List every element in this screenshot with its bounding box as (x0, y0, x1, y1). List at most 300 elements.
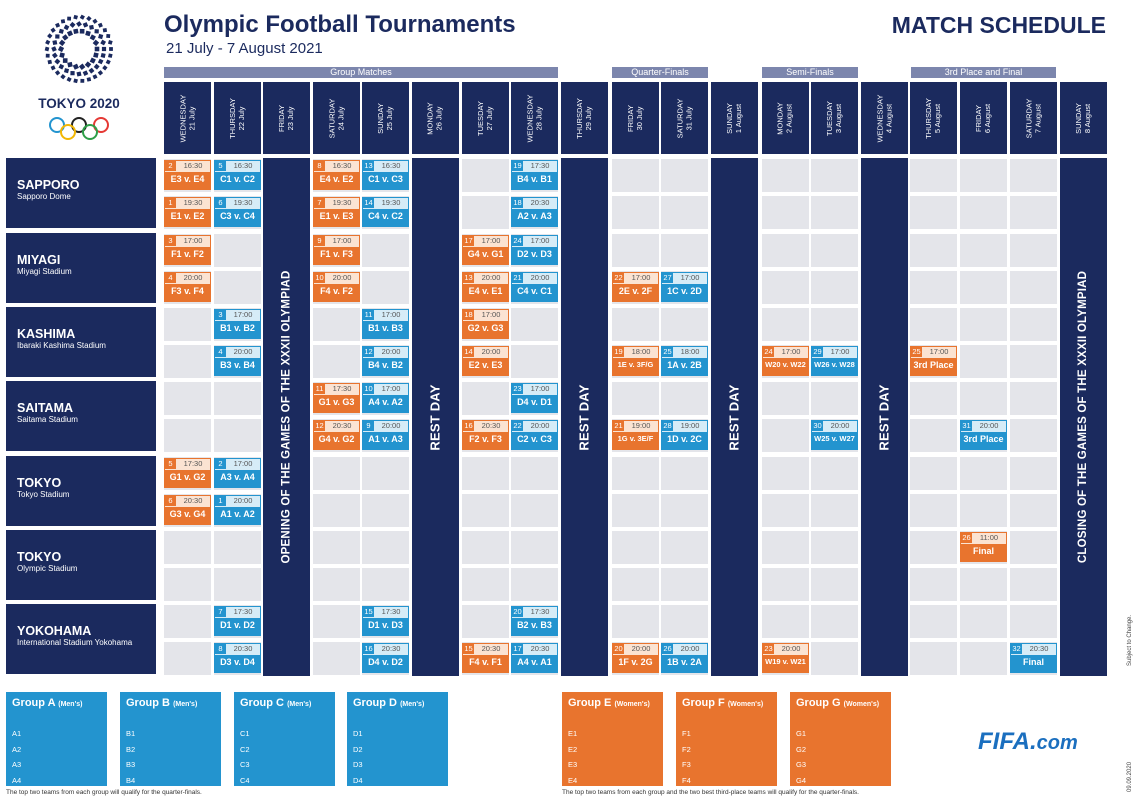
group-team: F4 (682, 775, 691, 785)
empty-slot (762, 308, 809, 341)
match-teams: B4 v. B2 (363, 358, 408, 375)
empty-slot (362, 568, 409, 601)
match-time: 20:30 (183, 496, 203, 505)
match-card[interactable] (462, 346, 509, 376)
group-tag: (Women's) (843, 701, 880, 708)
empty-slot (362, 457, 409, 490)
match-number: 29 (813, 347, 822, 356)
group-team: E1 (568, 729, 578, 738)
fifa-logo[interactable] (978, 728, 1078, 756)
footnote-women: The top two teams from each group and the two best third-place teams will qualify for the quarter-finals. (562, 789, 859, 796)
match-time: 20:00 (332, 273, 352, 282)
match-teams: 1F v. 2G (613, 655, 658, 672)
match-header (512, 273, 557, 283)
match-time: 19:00 (631, 421, 651, 430)
match-card[interactable] (462, 643, 509, 673)
match-number: 7 (215, 607, 226, 617)
match-teams: A4 v. A1 (512, 655, 557, 672)
group-box (347, 692, 448, 786)
group-team: B4 (126, 775, 136, 785)
day-label: THURSDAY 29 July (574, 97, 593, 139)
match-card[interactable] (511, 272, 558, 302)
match-time: 17:00 (830, 347, 850, 356)
match-card[interactable] (362, 309, 409, 339)
match-card[interactable] (960, 420, 1007, 450)
group-title (796, 696, 885, 712)
match-time: 20:00 (631, 644, 651, 653)
match-card[interactable] (214, 643, 261, 673)
match-number: 11 (364, 310, 373, 319)
match-card[interactable] (313, 197, 360, 227)
empty-slot (910, 419, 957, 452)
match-number: 32 (1012, 644, 1021, 653)
match-time: 17:00 (332, 236, 352, 245)
day-label: SUNDAY 8 August (1073, 102, 1092, 134)
empty-slot (1010, 494, 1057, 527)
match-card[interactable] (214, 606, 261, 636)
match-teams: C2 v. C3 (512, 432, 557, 449)
empty-slot (762, 196, 809, 229)
match-header (662, 421, 707, 431)
empty-slot (811, 159, 858, 192)
match-time: 18:00 (680, 347, 700, 356)
day-header (561, 82, 608, 154)
match-time: 20:00 (481, 347, 501, 356)
match-header (215, 607, 260, 617)
match-card[interactable] (214, 309, 261, 339)
match-teams: F3 v. F4 (165, 284, 210, 301)
match-teams: A1 v. A2 (215, 507, 260, 524)
match-card[interactable] (313, 383, 360, 413)
match-card[interactable] (1010, 643, 1057, 673)
match-card[interactable] (612, 346, 659, 376)
match-card[interactable] (661, 272, 708, 302)
match-header (512, 644, 557, 654)
empty-slot (661, 308, 708, 341)
day-header (612, 82, 659, 154)
match-number: 15 (364, 607, 373, 616)
empty-slot (811, 382, 858, 415)
match-header (165, 236, 210, 246)
match-time: 17:30 (381, 607, 401, 616)
empty-slot (762, 271, 809, 304)
match-card[interactable] (811, 346, 858, 376)
match-card[interactable] (661, 643, 708, 673)
match-header (363, 198, 408, 208)
day-label: SATURDAY 31 July (674, 98, 693, 138)
match-time: 17:30 (183, 459, 203, 468)
match-card[interactable] (164, 272, 211, 302)
empty-slot (910, 568, 957, 601)
match-header (215, 161, 260, 171)
empty-slot (511, 345, 558, 378)
special-column-label: REST DAY (577, 383, 593, 451)
match-teams: E4 v. E1 (463, 284, 508, 301)
match-teams: W19 v. W21 (763, 655, 808, 672)
match-card[interactable] (164, 495, 211, 525)
match-header (662, 347, 707, 357)
venue-city: TOKYO (17, 550, 62, 564)
empty-slot (762, 234, 809, 267)
group-team: D2 (353, 744, 363, 754)
match-card[interactable] (313, 420, 360, 450)
match-time: 20:00 (781, 644, 801, 653)
match-card[interactable] (164, 160, 211, 190)
match-header (911, 347, 956, 357)
empty-slot (313, 345, 360, 378)
match-number: 1 (165, 198, 176, 208)
match-card[interactable] (362, 643, 409, 673)
venue-stadium: International Stadium Yokohama (17, 638, 133, 647)
match-card[interactable] (362, 197, 409, 227)
empty-slot (910, 159, 957, 192)
match-number: 16 (364, 644, 373, 653)
empty-slot (612, 494, 659, 527)
match-teams: B1 v. B2 (215, 321, 260, 338)
match-header (613, 347, 658, 357)
match-header (512, 384, 557, 394)
empty-slot (960, 494, 1007, 527)
empty-slot (811, 642, 858, 675)
venue-city: MIYAGI (17, 253, 61, 267)
empty-slot (462, 605, 509, 638)
match-card[interactable] (511, 197, 558, 227)
match-card[interactable] (462, 235, 509, 265)
match-header (613, 421, 658, 431)
match-teams: G1 v. G2 (165, 470, 210, 487)
match-time: 20:00 (830, 421, 850, 430)
match-teams: F4 v. F2 (314, 284, 359, 301)
match-time: 17:00 (381, 384, 401, 393)
match-card[interactable] (313, 272, 360, 302)
match-time: 19:30 (183, 198, 203, 207)
match-teams: E3 v. E4 (165, 172, 210, 189)
special-column-label: REST DAY (727, 383, 743, 451)
match-teams: A4 v. A2 (363, 395, 408, 412)
group-name: Group G (796, 697, 844, 709)
empty-slot (1010, 419, 1057, 452)
empty-slot (462, 382, 509, 415)
match-time: 17:30 (530, 161, 550, 170)
match-card[interactable] (612, 272, 659, 302)
match-card[interactable] (511, 420, 558, 450)
match-header (215, 198, 260, 208)
match-teams: 3rd Place (911, 358, 956, 375)
match-teams: B3 v. B4 (215, 358, 260, 375)
day-label: WEDNESDAY 28 July (525, 94, 543, 142)
match-header (512, 607, 557, 617)
group-team: F2 (682, 744, 691, 754)
match-teams: G1 v. G3 (314, 395, 359, 412)
match-time: 16:30 (233, 161, 253, 170)
empty-slot (313, 308, 360, 341)
empty-slot (910, 457, 957, 490)
opening-ceremony-column (263, 158, 310, 676)
day-header (1060, 82, 1107, 154)
empty-slot (661, 494, 708, 527)
match-teams: 1C v. 2D (662, 284, 707, 301)
empty-slot (313, 494, 360, 527)
match-header (463, 273, 508, 283)
group-team: D1 (353, 729, 363, 738)
match-header (215, 310, 260, 320)
match-card[interactable] (164, 235, 211, 265)
empty-slot (1010, 234, 1057, 267)
venue-city: TOKYO (17, 476, 62, 490)
match-teams: F2 v. F3 (463, 432, 508, 449)
match-teams: D4 v. D1 (512, 395, 557, 412)
match-teams: E2 v. E3 (463, 358, 508, 375)
match-card[interactable] (214, 346, 261, 376)
match-time: 17:00 (530, 236, 550, 245)
empty-slot (960, 159, 1007, 192)
match-header (763, 644, 808, 654)
empty-slot (214, 531, 261, 564)
page-title: Olympic Football Tournaments (164, 11, 516, 38)
match-card[interactable] (511, 606, 558, 636)
empty-slot (164, 605, 211, 638)
empty-slot (511, 568, 558, 601)
day-header (462, 82, 509, 154)
match-number: 16 (464, 421, 473, 430)
empty-slot (462, 494, 509, 527)
empty-slot (612, 457, 659, 490)
day-label: WEDNESDAY 21 July (178, 94, 196, 142)
match-card[interactable] (910, 346, 957, 376)
empty-slot (362, 531, 409, 564)
empty-slot (910, 382, 957, 415)
venue-city: SAITAMA (17, 401, 74, 415)
group-team: G3 (796, 760, 807, 769)
match-teams: 1D v. 2C (662, 432, 707, 449)
match-header (363, 161, 408, 171)
group-tag: (Women's) (614, 701, 650, 708)
venue-stadium: Olympic Stadium (17, 564, 78, 573)
day-header (412, 82, 459, 154)
match-card[interactable] (313, 160, 360, 190)
match-card[interactable] (462, 309, 509, 339)
empty-slot (811, 457, 858, 490)
match-card[interactable] (214, 458, 261, 488)
logo-text: TOKYO 2020 (38, 96, 120, 111)
empty-slot (612, 159, 659, 192)
phase-group-matches: Group Matches (164, 67, 558, 78)
match-header (812, 421, 857, 431)
day-label: TUESDAY 3 August (825, 100, 843, 136)
match-card[interactable] (362, 346, 409, 376)
match-card[interactable] (462, 272, 509, 302)
match-teams: B2 v. B3 (512, 618, 557, 635)
match-header (463, 236, 508, 246)
empty-slot (313, 568, 360, 601)
day-header (362, 82, 409, 154)
match-number: 30 (813, 421, 822, 430)
match-card[interactable] (960, 532, 1007, 562)
match-card[interactable] (661, 420, 708, 450)
venue-label (6, 604, 156, 674)
match-card[interactable] (612, 643, 659, 673)
empty-slot (762, 159, 809, 192)
match-time: 17:00 (183, 236, 203, 245)
empty-slot (661, 568, 708, 601)
match-number: 20 (513, 607, 522, 616)
day-label: FRIDAY 6 August (973, 103, 992, 133)
subject-to-change-note: Subject to Change. (1127, 614, 1133, 666)
empty-slot (612, 531, 659, 564)
match-time: 20:00 (481, 273, 501, 282)
match-time: 20:00 (530, 273, 550, 282)
venue-label (6, 233, 156, 303)
match-card[interactable] (214, 197, 261, 227)
group-team-list (682, 726, 771, 788)
match-number: 10 (364, 384, 373, 393)
match-teams: C4 v. C1 (512, 284, 557, 301)
match-header (512, 198, 557, 208)
match-card[interactable] (612, 420, 659, 450)
match-card[interactable] (313, 235, 360, 265)
group-team: C3 (240, 760, 250, 769)
group-name: Group C (240, 697, 288, 709)
match-card[interactable] (511, 383, 558, 413)
empty-slot (1010, 159, 1057, 192)
day-header (811, 82, 858, 154)
day-header (511, 82, 558, 154)
match-number: 8 (314, 161, 325, 171)
day-label: THURSDAY 22 July (227, 97, 246, 139)
special-column-label: CLOSING OF THE GAMES OF THE XXXII OLYMPIAD (1077, 270, 1090, 564)
group-team-list (353, 726, 442, 788)
match-time: 16:30 (381, 161, 401, 170)
empty-slot (960, 457, 1007, 490)
match-number: 21 (513, 273, 522, 282)
venue-city: SAPPORO (17, 178, 80, 192)
match-header (363, 310, 408, 320)
match-time: 20:00 (233, 496, 253, 505)
group-tag: (Men's) (58, 701, 83, 708)
match-header (763, 347, 808, 357)
group-title (568, 696, 657, 712)
empty-slot (164, 531, 211, 564)
match-card[interactable] (511, 235, 558, 265)
empty-slot (612, 568, 659, 601)
match-header (314, 161, 359, 171)
empty-slot (462, 568, 509, 601)
match-number: 7 (314, 198, 325, 208)
match-time: 17:00 (233, 459, 253, 468)
match-card[interactable] (811, 420, 858, 450)
group-team: F1 (682, 729, 691, 738)
match-header (314, 198, 359, 208)
group-team-list (796, 726, 885, 788)
group-name: Group E (568, 697, 615, 709)
match-teams: F1 v. F3 (314, 247, 359, 264)
match-card[interactable] (661, 346, 708, 376)
empty-slot (362, 494, 409, 527)
match-time: 20:30 (332, 421, 352, 430)
match-time: 20:00 (530, 421, 550, 430)
empty-slot (910, 494, 957, 527)
empty-slot (960, 196, 1007, 229)
match-card[interactable] (214, 495, 261, 525)
group-box (790, 692, 891, 786)
venue-city: KASHIMA (17, 327, 76, 341)
empty-slot (214, 419, 261, 452)
match-header (215, 347, 260, 357)
match-number: 9 (363, 421, 374, 431)
match-number: 26 (663, 644, 672, 653)
match-card[interactable] (762, 346, 809, 376)
match-time: 17:00 (781, 347, 801, 356)
match-number: 26 (962, 533, 971, 542)
group-name: Group D (353, 697, 401, 709)
match-number: 13 (464, 273, 473, 282)
match-card[interactable] (511, 160, 558, 190)
match-card[interactable] (362, 606, 409, 636)
match-number: 14 (464, 347, 473, 356)
match-header (215, 644, 260, 654)
day-header (1010, 82, 1057, 154)
match-time: 20:30 (530, 198, 550, 207)
match-number: 14 (364, 198, 373, 207)
match-teams: 1A v. 2B (662, 358, 707, 375)
match-time: 16:30 (183, 161, 203, 170)
match-header (363, 384, 408, 394)
group-team-list (126, 726, 215, 788)
match-card[interactable] (362, 160, 409, 190)
empty-slot (811, 568, 858, 601)
day-label: SATURDAY 24 July (326, 98, 345, 138)
empty-slot (910, 531, 957, 564)
match-number: 4 (165, 273, 176, 283)
match-time: 18:00 (631, 347, 651, 356)
match-card[interactable] (762, 643, 809, 673)
match-card[interactable] (362, 420, 409, 450)
match-time: 19:00 (680, 421, 700, 430)
empty-slot (511, 308, 558, 341)
match-header (165, 161, 210, 171)
match-teams: D1 v. D3 (363, 618, 408, 635)
match-header (512, 161, 557, 171)
group-team-list (568, 726, 657, 788)
match-number: 24 (513, 236, 522, 245)
empty-slot (313, 531, 360, 564)
empty-slot (462, 457, 509, 490)
empty-slot (511, 531, 558, 564)
empty-slot (1010, 531, 1057, 564)
match-teams: D4 v. D2 (363, 655, 408, 672)
match-header (662, 644, 707, 654)
group-team: E2 (568, 744, 578, 754)
empty-slot (612, 382, 659, 415)
day-label: TUESDAY 27 July (476, 100, 494, 136)
match-card[interactable] (462, 420, 509, 450)
match-card[interactable] (164, 197, 211, 227)
match-card[interactable] (164, 458, 211, 488)
empty-slot (910, 196, 957, 229)
day-label: SUNDAY 1 August (724, 102, 743, 134)
match-time: 20:00 (233, 347, 253, 356)
group-tag: (Men's) (173, 701, 198, 708)
empty-slot (910, 605, 957, 638)
day-header (313, 82, 360, 154)
match-number: 9 (314, 236, 325, 246)
empty-slot (511, 457, 558, 490)
group-team: B3 (126, 760, 136, 769)
match-card[interactable] (362, 383, 409, 413)
match-card[interactable] (214, 160, 261, 190)
venue-label (6, 307, 156, 377)
match-card[interactable] (511, 643, 558, 673)
